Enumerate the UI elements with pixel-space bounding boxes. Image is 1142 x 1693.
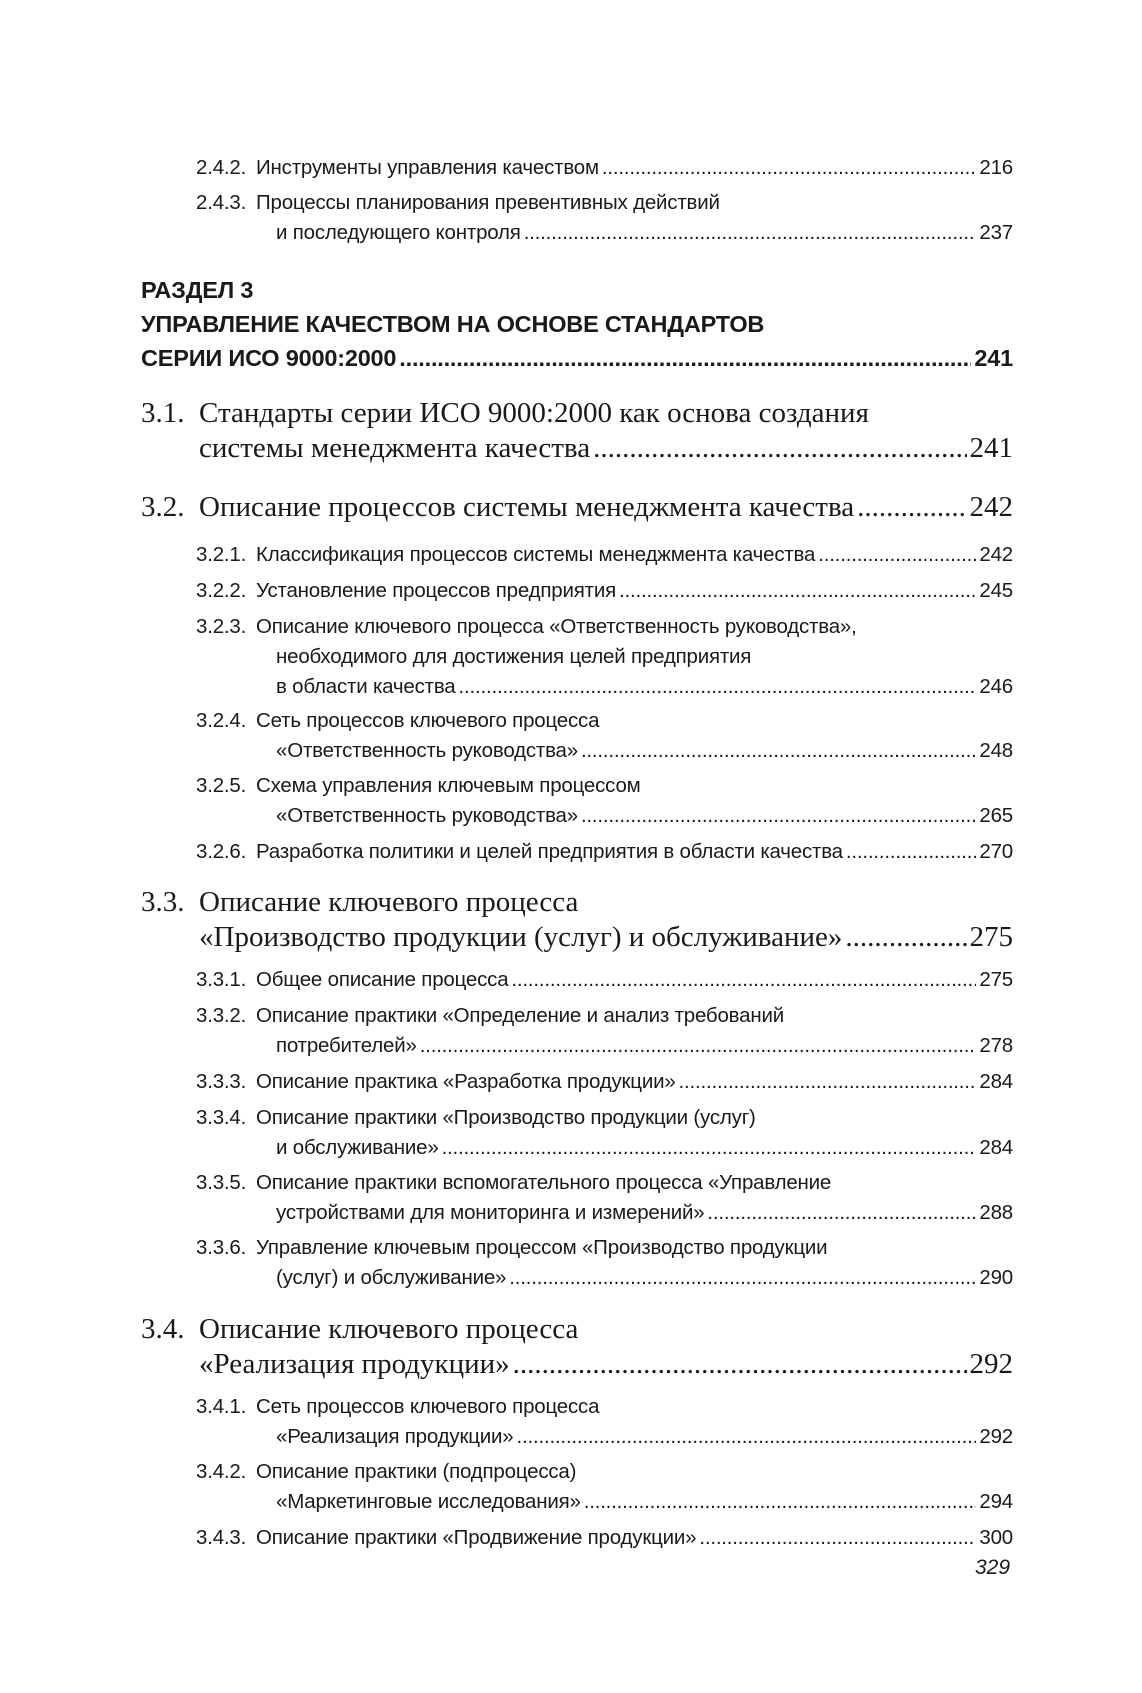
toc-page-number: 242	[969, 491, 1013, 523]
dot-leader	[399, 341, 971, 375]
toc-page-number: 246	[979, 675, 1013, 698]
section-title-line	[141, 307, 1013, 341]
toc-line	[196, 1198, 1013, 1228]
dot-leader	[619, 576, 976, 606]
toc-entry	[141, 396, 1013, 466]
toc-number: 3.3.2.	[196, 1004, 247, 1027]
toc-entry	[196, 706, 1013, 766]
toc-title: Схема управления ключевым процессом	[256, 774, 641, 797]
toc-line	[141, 885, 1013, 920]
toc-title: «Реализация продукции»	[199, 1348, 510, 1380]
dot-leader	[524, 218, 977, 248]
toc-title: «Производство продукции (услуг) и обслуживание»	[199, 921, 843, 953]
section-label	[141, 273, 1013, 307]
dot-leader	[818, 540, 976, 570]
toc-title: Описание ключевого процесса «Ответственность руководства»,	[256, 615, 857, 638]
dot-leader	[509, 1263, 976, 1293]
toc-line	[196, 1457, 1013, 1487]
toc-entry	[196, 576, 1013, 606]
toc-line	[196, 540, 1013, 570]
toc-page-number: 241	[969, 432, 1013, 464]
toc-entry	[196, 1523, 1013, 1553]
toc-line	[196, 1422, 1013, 1452]
toc-entry	[196, 965, 1013, 995]
toc-page-number: 216	[979, 156, 1013, 179]
toc-entry	[141, 885, 1013, 955]
toc-page-number: 290	[979, 1266, 1013, 1289]
dot-leader	[845, 920, 966, 955]
toc-page-number: 294	[979, 1490, 1013, 1513]
toc-entry	[196, 540, 1013, 570]
toc-title: Описание практики (подпроцесса)	[256, 1460, 577, 1483]
toc-title: Описание практики «Продвижение продукции»	[256, 1526, 697, 1549]
toc-line	[196, 837, 1013, 867]
toc-title: Процессы планирования превентивных действий	[256, 191, 720, 214]
toc-line	[141, 920, 1013, 955]
toc-line	[141, 490, 1013, 525]
toc-title: Установление процессов предприятия	[256, 579, 616, 602]
toc-number: 3.2.2.	[196, 579, 247, 602]
toc-number: 3.2.1.	[196, 543, 247, 566]
toc-number: 3.2.4.	[196, 709, 247, 732]
toc-page-number: 278	[979, 1034, 1013, 1057]
toc-number: 3.4.	[141, 1313, 185, 1345]
toc-title: «Ответственность руководства»	[276, 804, 578, 827]
dot-leader	[511, 965, 976, 995]
toc-number: 3.4.2.	[196, 1460, 247, 1483]
toc-title: Классификация процессов системы менеджмента качества	[256, 543, 816, 566]
toc-title: (услуг) и обслуживание»	[276, 1266, 507, 1289]
toc-title: и обслуживание»	[276, 1136, 439, 1159]
section-title-text: УПРАВЛЕНИЕ КАЧЕСТВОМ НА ОСНОВЕ СТАНДАРТОВ	[141, 311, 765, 337]
toc-page-number: 288	[979, 1201, 1013, 1224]
toc-line	[196, 642, 1013, 672]
toc-number: 2.4.3.	[196, 191, 247, 214]
toc-title: Сеть процессов ключевого процесса	[256, 709, 600, 732]
toc-title: Описание процессов системы менеджмента качества	[199, 491, 855, 523]
dot-leader	[513, 1347, 967, 1382]
toc-line	[196, 1233, 1013, 1263]
toc-line	[196, 1487, 1013, 1517]
toc-title: «Маркетинговые исследования»	[276, 1490, 581, 1513]
toc-title: Сеть процессов ключевого процесса	[256, 1395, 600, 1418]
toc-title: «Ответственность руководства»	[276, 739, 578, 762]
toc-page-number: 245	[979, 579, 1013, 602]
toc-line	[196, 1263, 1013, 1293]
toc-page-number: 242	[979, 543, 1013, 566]
toc-line	[141, 431, 1013, 466]
toc-title: Общее описание процесса	[256, 968, 509, 991]
toc-line	[196, 1523, 1013, 1553]
dot-leader	[581, 736, 976, 766]
toc-title: Описание практики «Определение и анализ требований	[256, 1004, 784, 1027]
toc-page-number: 248	[979, 739, 1013, 762]
toc-entry	[196, 1103, 1013, 1163]
toc-page-number: 292	[979, 1425, 1013, 1448]
toc-line	[196, 1067, 1013, 1097]
toc-entry	[196, 1168, 1013, 1228]
toc-entry	[196, 1001, 1013, 1061]
toc-entry	[141, 1312, 1013, 1382]
toc-entry	[196, 612, 1013, 702]
section-title-text: СЕРИИ ИСО 9000:2000	[141, 345, 397, 371]
dot-leader	[679, 1067, 977, 1097]
dot-leader	[459, 672, 977, 702]
toc-entry	[196, 1392, 1013, 1452]
toc-page-number: 284	[979, 1136, 1013, 1159]
toc-page-number: 275	[969, 921, 1013, 953]
dot-leader	[442, 1133, 977, 1163]
toc-title: Описание ключевого процесса	[199, 1313, 579, 1345]
dot-leader	[593, 431, 966, 466]
toc-title: Управление ключевым процессом «Производство продукции	[256, 1236, 828, 1259]
toc-title: и последующего контроля	[276, 221, 521, 244]
toc-line	[196, 1103, 1013, 1133]
toc-entry	[196, 837, 1013, 867]
dot-leader	[516, 1422, 976, 1452]
toc-number: 3.3.1.	[196, 968, 247, 991]
toc-line	[196, 1392, 1013, 1422]
toc-entry	[196, 188, 1013, 248]
toc-line	[196, 218, 1013, 248]
dot-leader	[602, 153, 977, 183]
toc-number: 3.2.6.	[196, 840, 247, 863]
toc-number: 3.4.3.	[196, 1526, 247, 1549]
toc-line	[141, 396, 1013, 431]
toc-line	[196, 801, 1013, 831]
toc-title: в области качества	[276, 675, 456, 698]
toc-line	[196, 706, 1013, 736]
toc-page-number: 300	[979, 1526, 1013, 1549]
toc-page-number: 292	[969, 1348, 1013, 1380]
dot-leader	[584, 1487, 977, 1517]
toc-page-number: 275	[979, 968, 1013, 991]
toc-entry	[196, 1067, 1013, 1097]
toc-page-number: 284	[979, 1070, 1013, 1093]
toc-line	[196, 1031, 1013, 1061]
toc-line	[196, 1001, 1013, 1031]
section-heading	[141, 273, 1013, 375]
toc-number: 3.3.6.	[196, 1236, 247, 1259]
toc-line	[196, 736, 1013, 766]
toc-line	[196, 1168, 1013, 1198]
toc-number: 3.3.5.	[196, 1171, 247, 1194]
toc-entry	[196, 1457, 1013, 1517]
dot-leader	[699, 1523, 976, 1553]
toc-number: 3.3.4.	[196, 1106, 247, 1129]
toc-title: Разработка политики и целей предприятия в области качества	[256, 840, 843, 863]
toc-page-number: 237	[979, 221, 1013, 244]
toc-number: 3.2.	[141, 491, 185, 523]
toc-entry	[196, 1233, 1013, 1293]
dot-leader	[857, 490, 966, 525]
toc-title: устройствами для мониторинга и измерений»	[276, 1201, 705, 1224]
toc-title: Стандарты серии ИСО 9000:2000 как основа создания	[199, 397, 869, 429]
toc-title: необходимого для достижения целей предприятия	[276, 645, 752, 668]
toc-title: Описание ключевого процесса	[199, 886, 579, 918]
toc-line	[196, 1133, 1013, 1163]
dot-leader	[846, 837, 977, 867]
toc-number: 3.3.3.	[196, 1070, 247, 1093]
toc-number: 3.1.	[141, 397, 185, 429]
toc-number: 2.4.2.	[196, 156, 247, 179]
toc-line	[196, 771, 1013, 801]
toc-title: системы менеджмента качества	[199, 432, 591, 464]
page-number: 329	[975, 1556, 1011, 1579]
toc-title: потребителей»	[276, 1034, 417, 1057]
toc-line	[196, 188, 1013, 218]
toc-line	[196, 576, 1013, 606]
toc-title: Описание практики «Производство продукции (услуг)	[256, 1106, 756, 1129]
dot-leader	[420, 1031, 977, 1061]
dot-leader	[707, 1198, 976, 1228]
toc-number: 3.3.	[141, 886, 185, 918]
toc-line	[196, 965, 1013, 995]
toc-title: Описание практики вспомогательного процесса «Управление	[256, 1171, 832, 1194]
toc-entry	[141, 490, 1013, 525]
section-title-line	[141, 341, 1013, 375]
dot-leader	[581, 801, 976, 831]
toc-page-number: 270	[979, 840, 1013, 863]
toc-title: Инструменты управления качеством	[256, 156, 599, 179]
toc-line	[141, 1312, 1013, 1347]
toc-line	[196, 153, 1013, 183]
toc-number: 3.2.3.	[196, 615, 247, 638]
toc-line	[196, 672, 1013, 702]
section-page-number: 241	[974, 345, 1013, 371]
toc-entry	[196, 153, 1013, 183]
toc-number: 3.2.5.	[196, 774, 247, 797]
toc-title: «Реализация продукции»	[276, 1425, 514, 1448]
section-label-text: РАЗДЕЛ 3	[141, 277, 254, 303]
toc-number: 3.4.1.	[196, 1395, 247, 1418]
toc-line	[141, 1347, 1013, 1382]
toc-page-number: 265	[979, 804, 1013, 827]
toc-title: Описание практика «Разработка продукции»	[256, 1070, 676, 1093]
toc-line	[196, 612, 1013, 642]
toc-entry	[196, 771, 1013, 831]
